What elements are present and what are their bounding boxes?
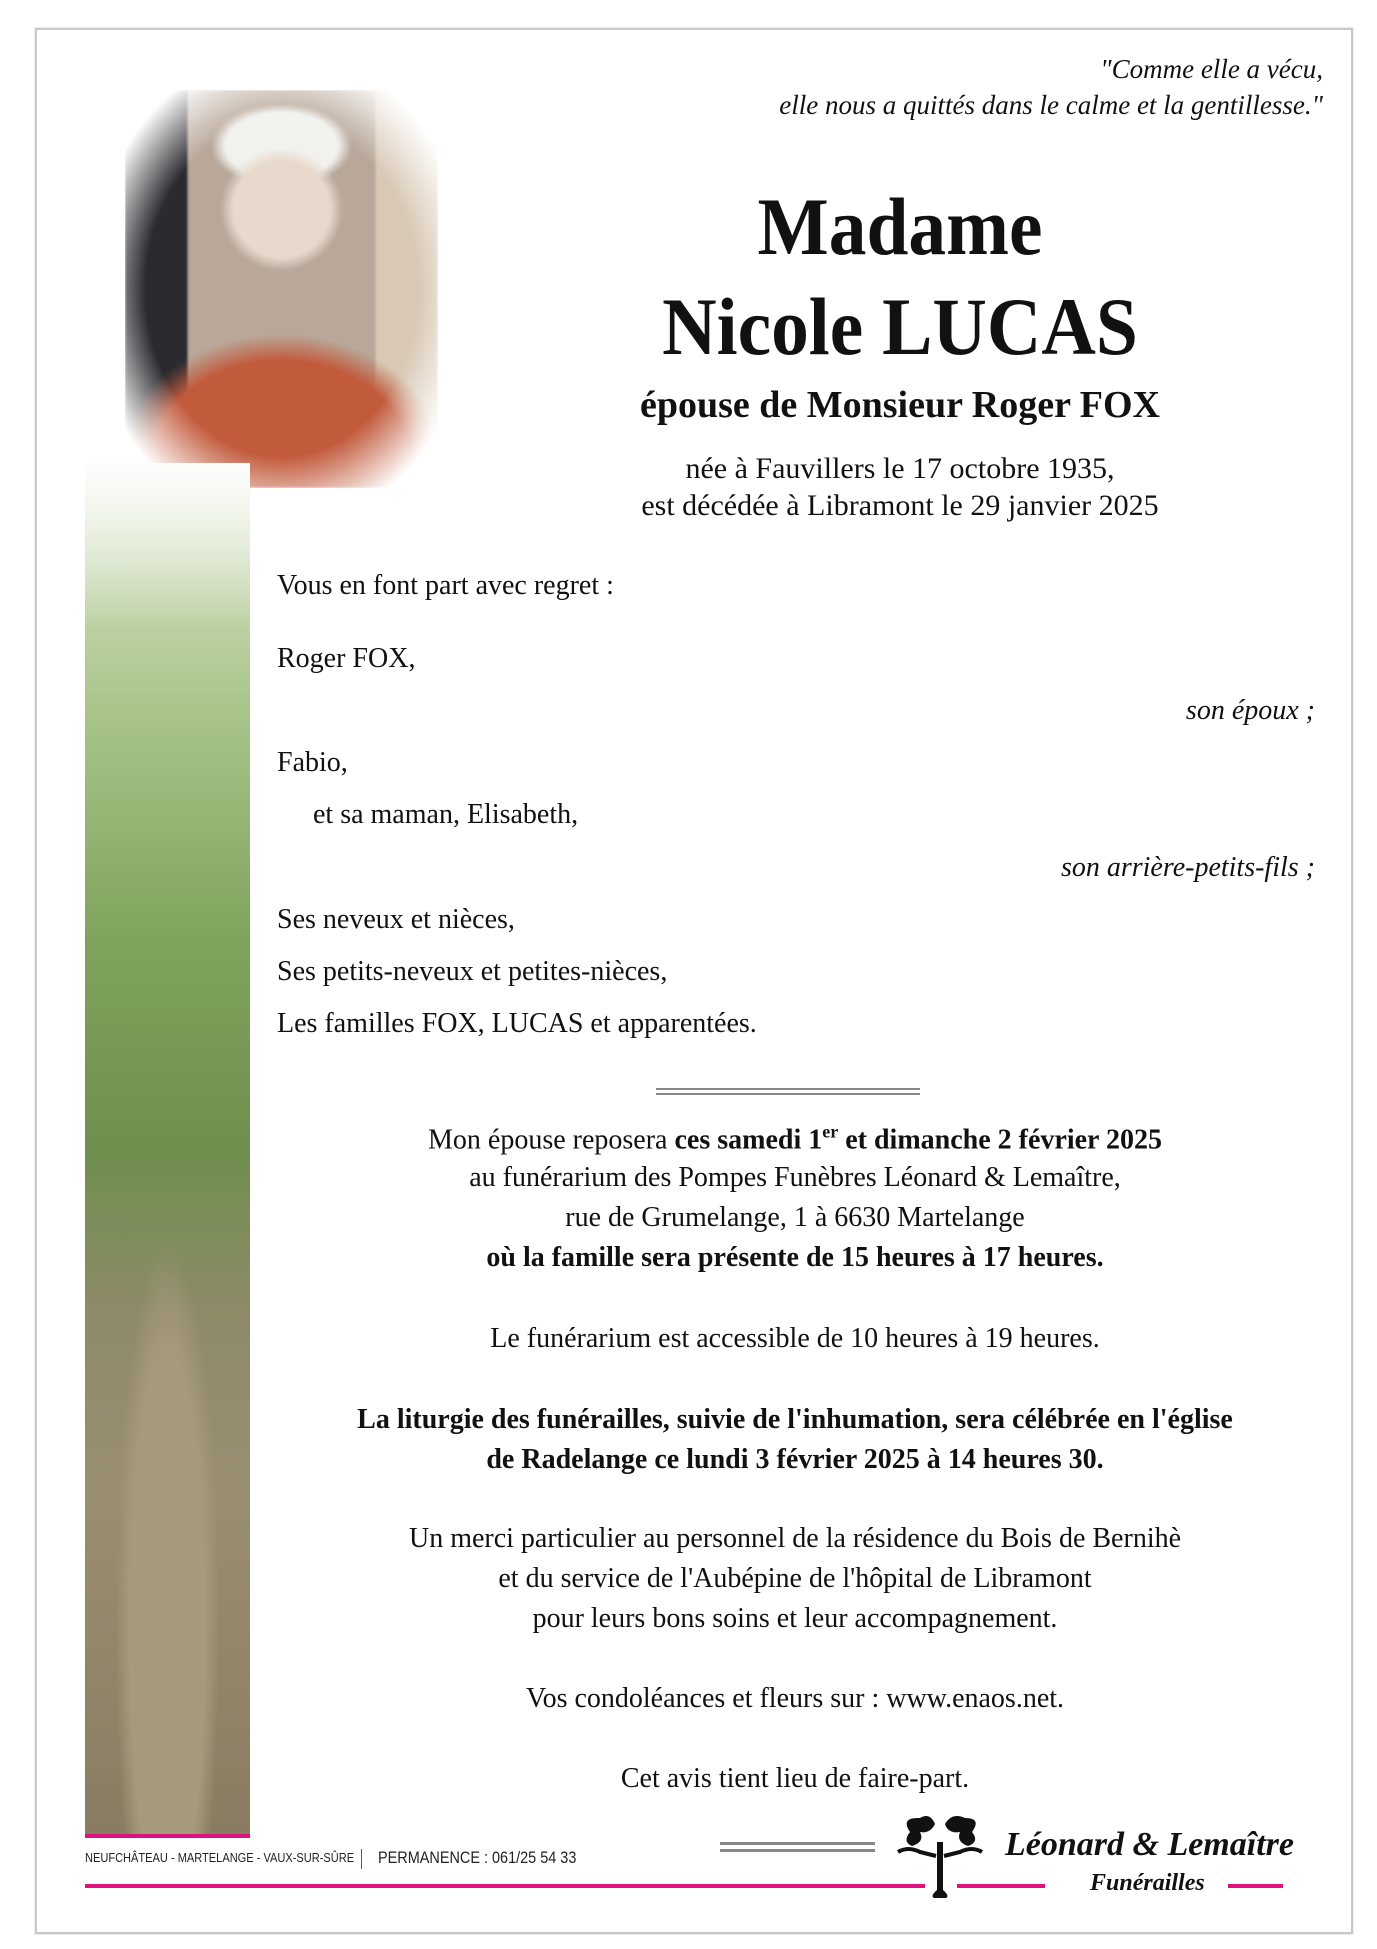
tree-logo-icon: [890, 1812, 990, 1898]
logo-subtitle: Funérailles: [1090, 1870, 1205, 1896]
text: et dimanche 2 février 2025: [838, 1124, 1162, 1156]
deceased-name: Nicole LUCAS: [662, 281, 1138, 372]
footer-line: [85, 1884, 925, 1888]
family-other: Ses petits-neveux et petites-nièces,: [277, 956, 668, 987]
family-intro: Vous en font part avec regret :: [277, 570, 614, 601]
accent-bar: [85, 1834, 250, 1838]
spouse-role: son époux ;: [1185, 695, 1315, 726]
death-line: est décédée à Libramont le 29 janvier 2025: [641, 489, 1159, 522]
spouse-line: épouse de Monsieur Roger FOX: [639, 384, 1160, 426]
quote-line-1: "Comme elle a vécu,: [1100, 54, 1323, 84]
footer-line: [1228, 1884, 1283, 1888]
footer-permanence: PERMANENCE : 061/25 54 33: [378, 1848, 577, 1867]
portrait-photo: [125, 90, 438, 488]
thanks-line-1: Un merci particulier au personnel de la résidence du Bois de Bernihè: [408, 1523, 1182, 1554]
birth-line: née à Fauvillers le 17 octobre 1935,: [685, 452, 1115, 485]
family-other: Ses neveux et nièces,: [277, 904, 515, 935]
thanks-line-2: et du service de l'Aubépine de l'hôpital de Libramont: [498, 1563, 1092, 1594]
visitation-line-1: [300, 1122, 1290, 1156]
logo-name: Léonard & Lemaître: [1005, 1826, 1294, 1863]
divider: [656, 1088, 920, 1095]
family-greatgrandson-mother: et sa maman, Elisabeth,: [313, 799, 579, 830]
text: ces samedi 1: [674, 1124, 823, 1156]
visitation-line-2: au funérarium des Pompes Funèbres Léonard & Lemaître,: [469, 1162, 1121, 1193]
visitation-line-4: où la famille sera présente de 15 heures à 17 heures.: [486, 1242, 1104, 1273]
visitation-line-3: rue de Grumelange, 1 à 6630 Martelange: [565, 1202, 1025, 1233]
notice: Cet avis tient lieu de faire-part.: [620, 1763, 970, 1794]
family-other: Les familles FOX, LUCAS et apparentées.: [277, 1008, 757, 1039]
greatgrandson-role: son arrière-petits-fils ;: [1060, 852, 1315, 883]
thanks-line-3: pour leurs bons soins et leur accompagnement.: [532, 1603, 1058, 1634]
funerarium-hours: Le funérarium est accessible de 10 heures à 19 heures.: [490, 1323, 1100, 1354]
text: er: [822, 1122, 839, 1142]
quote-line-2: elle nous a quittés dans le calme et la gentillesse.": [779, 90, 1323, 120]
family-greatgrandson: Fabio,: [277, 747, 348, 778]
civility: Madame: [757, 181, 1043, 272]
text: Mon épouse reposera: [428, 1124, 675, 1156]
funeral-line-1: La liturgie des funérailles, suivie de l'inhumation, sera célébrée en l'église: [357, 1404, 1233, 1435]
family-spouse: Roger FOX,: [277, 643, 416, 674]
footer-separator: [361, 1849, 362, 1869]
forest-path-image: [85, 463, 250, 1834]
logo-rule: [720, 1842, 875, 1852]
footer-locations: NEUFCHÂTEAU - MARTELANGE - VAUX-SUR-SÛRE: [85, 1850, 355, 1865]
condolences: Vos condoléances et fleurs sur : www.enaos.net.: [525, 1683, 1065, 1714]
funeral-line-2: de Radelange ce lundi 3 février 2025 à 14 heures 30.: [486, 1444, 1104, 1475]
